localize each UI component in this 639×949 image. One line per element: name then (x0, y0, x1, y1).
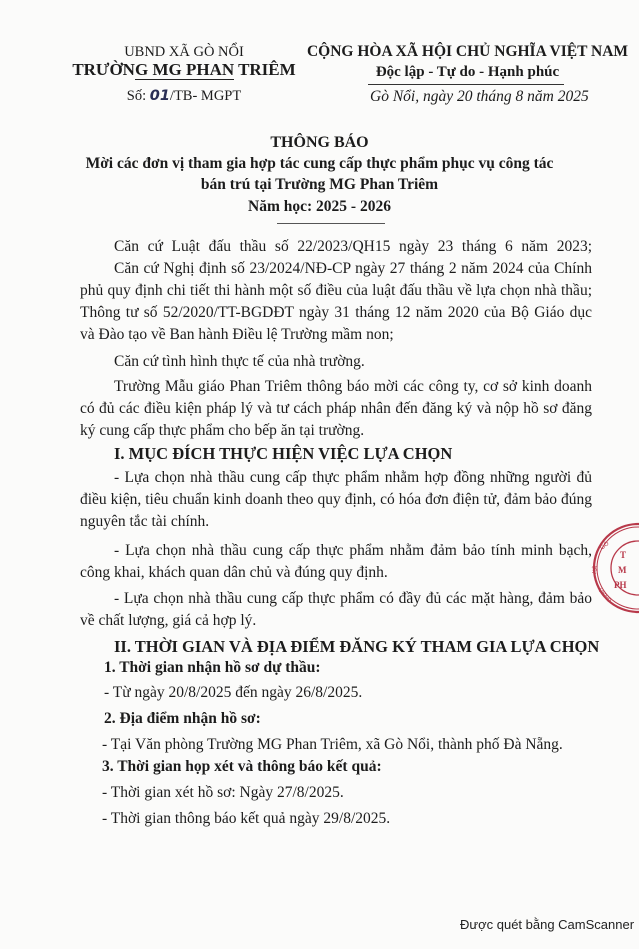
svg-text:UBND: UBND (596, 587, 613, 605)
authority-name: UBND XÃ GÒ NỔI (124, 44, 244, 60)
intro-line: có đủ các điều kiện pháp lý và tư cách pháp nhân đến đăng ký và nộp hồ sơ đăng (80, 400, 592, 417)
republic-title: CỘNG HÒA XÃ HỘI CHỦ NGHĨA VIỆT NAM (306, 43, 629, 60)
preamble-line: Thông tư số 52/2020/TT-BGDĐT ngày 31 tháng 12 năm 2020 của Bộ Giáo dục (80, 304, 592, 321)
section-1-line: nguyên tắc tài chính. (80, 513, 210, 530)
title-underline (277, 223, 385, 224)
motto-underline (368, 84, 564, 85)
motto: Độc lập - Tự do - Hạnh phúc (375, 64, 560, 80)
svg-text:XÃ: XÃ (592, 565, 600, 575)
preamble-line: Căn cứ Nghị định số 23/2024/NĐ-CP ngày 27 tháng 2 năm 2024 của Chính (114, 260, 592, 277)
handwritten-number: 01 (149, 88, 170, 104)
section-1-line: công khai, khách quan dân chủ và đúng quy định. (80, 564, 388, 581)
preamble-line: Căn cứ Luật đấu thầu số 22/2023/QH15 ngày 23 tháng 6 năm 2023; (114, 238, 592, 255)
section-2-sub-3-text-2: - Thời gian thông báo kết quả ngày 29/8/2025. (102, 810, 391, 827)
intro-line: ký cung cấp thực phẩm cho bếp ăn tại trường. (80, 422, 365, 439)
place-date: Gò Nổi, ngày 20 tháng 8 năm 2025 (370, 88, 589, 105)
school-name-part: TRƯỜN (72, 60, 135, 79)
section-2-sub-1-text: - Từ ngày 20/8/2025 đến ngày 26/8/2025. (104, 684, 363, 701)
section-1-line: - Lựa chọn nhà thầu cung cấp thực phẩm nhằm đảm bảo tính minh bạch, (114, 542, 592, 559)
number-code: /TB- MGPT (169, 88, 242, 104)
title-subject-line-1: Mời các đơn vị tham gia hợp tác cung cấp thực phẩm phục vụ công tác (85, 155, 554, 172)
official-seal-icon (590, 520, 639, 616)
title-subject-line-2: bán trú tại Trường MG Phan Triêm (200, 176, 439, 193)
section-1-line: về chất lượng, giá cả hợp lý. (80, 612, 257, 629)
school-year: Năm học: 2025 - 2026 (248, 198, 391, 215)
section-2-sub-2: 2. Địa điểm nhận hồ sơ: (104, 710, 261, 727)
section-2-sub-2-text: - Tại Văn phòng Trường MG Phan Triêm, xã Gò Nổi, thành phố Đà Nẵng. (102, 736, 563, 753)
section-1-line: - Lựa chọn nhà thầu cung cấp thực phẩm nhằm hợp đồng những người đủ (114, 469, 592, 486)
svg-text:GÒ: GÒ (599, 540, 611, 552)
number-label: Số: (126, 88, 150, 104)
preamble-line: và Đào tạo về Ban hành Điều lệ Trường mầm non; (80, 326, 394, 343)
section-2-sub-1: 1. Thời gian nhận hồ sơ dự thầu: (104, 659, 321, 676)
section-2-sub-3: 3. Thời gian họp xét và thông báo kết quả: (102, 758, 382, 775)
section-2-sub-3-text-1: - Thời gian xét hồ sơ: Ngày 27/8/2025. (102, 784, 344, 801)
svg-text:PH: PH (614, 580, 627, 590)
school-name (40, 60, 328, 80)
preamble-line: Căn cứ tình hình thực tế của nhà trường. (114, 353, 365, 370)
document-number (40, 88, 328, 105)
camscanner-watermark: Được quét bằng CamScanner (460, 917, 635, 932)
section-2-heading: II. THỜI GIAN VÀ ĐỊA ĐIỂM ĐĂNG KÝ THAM GIA LỰA CHỌN (114, 637, 600, 656)
section-1-line: điều kiện, tiêu chuẩn kinh doanh theo quy định, có hóa đơn điện tử, đảm bảo đúng (80, 491, 592, 508)
preamble-line: phủ quy định chi tiết thi hành một số điều của luật đấu thầu về lựa chọn nhà thầu; (80, 282, 592, 299)
document-title: THÔNG BÁO (270, 134, 369, 151)
section-1-heading: I. MỤC ĐÍCH THỰC HIỆN VIỆC LỰA CHỌN (114, 444, 453, 463)
school-name-underlined: G MG PHAN (134, 60, 235, 79)
school-name-part: TRIÊM (234, 60, 296, 79)
svg-text:M: M (618, 565, 627, 575)
intro-line: Trường Mẫu giáo Phan Triêm thông báo mời các công ty, cơ sở kinh doanh (114, 378, 592, 395)
svg-text:T: T (620, 550, 627, 560)
section-1-line: - Lựa chọn nhà thầu cung cấp thực phẩm có đầy đủ các mặt hàng, đảm bảo (114, 590, 592, 607)
